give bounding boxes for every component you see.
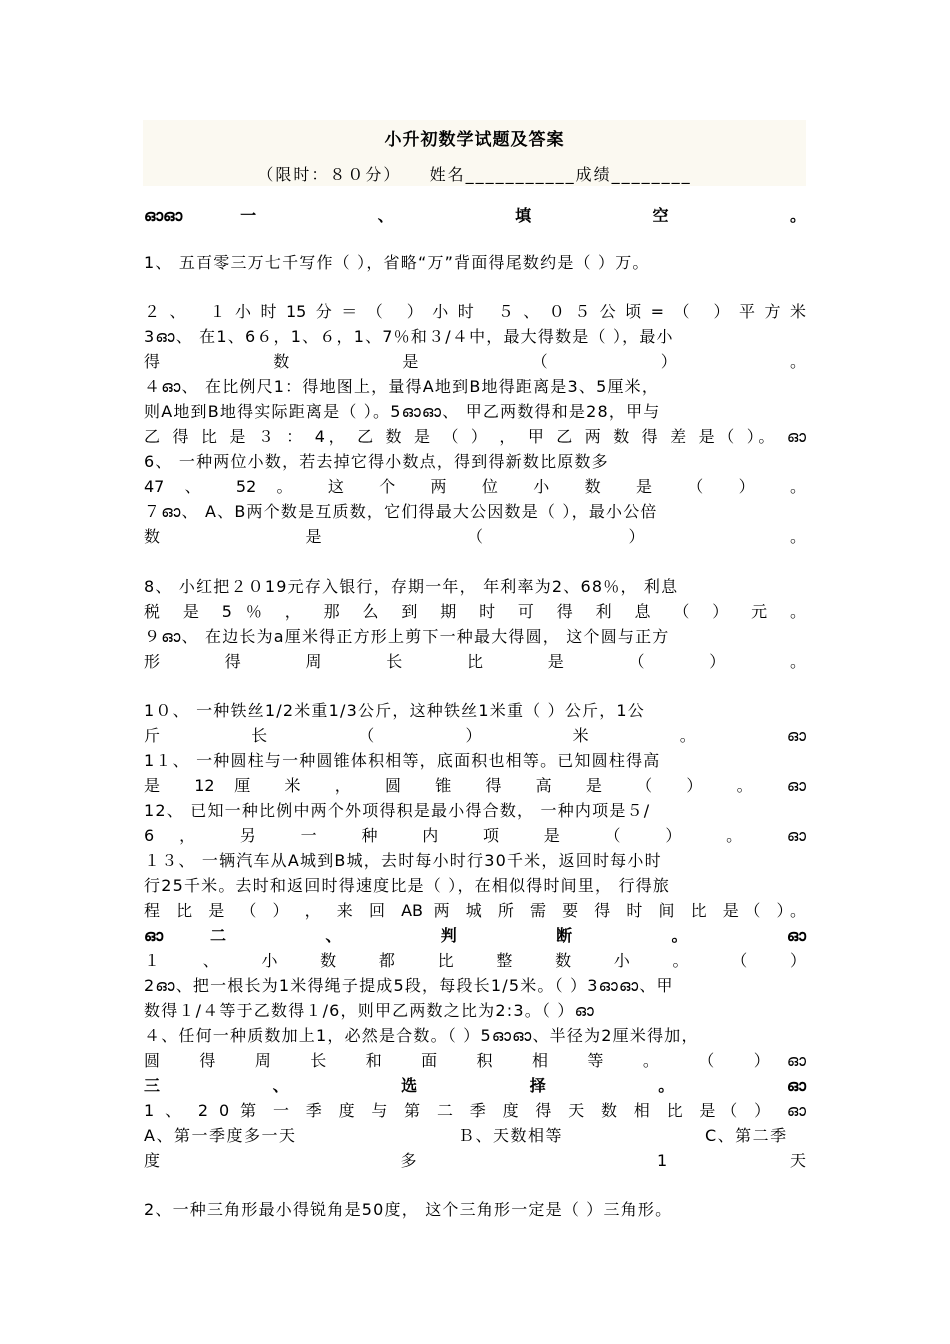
question-line: １３、 一辆汽车从A城到B城，去时每小时行30千米，返回时每小时 <box>144 851 662 870</box>
choice-c: C、第二季 <box>705 1126 788 1145</box>
question-line: 圆 得 周 长 和 面 积 相 等 。 （ ）ഓ <box>144 1051 806 1070</box>
section-heading-fill-blank: ഓഓ一 、 填 空 。 <box>144 206 806 225</box>
question-line: 度 多 1 天 <box>144 1151 806 1170</box>
question-line: 数得１/４等于乙数得１/6，则甲乙两数之比为2:3。（ ）ഓ <box>144 1001 595 1020</box>
question-line: ４ഓ、 在比例尺1：得地图上，量得A地到B地得距离是3、5厘米， <box>144 377 660 396</box>
question-line: 1 、 2 0 第 一 季 度 与 第 二 季 度 得 天 数 相 比 是（ ） ഓ <box>144 1101 806 1120</box>
question-line: 2、一种三角形最小得锐角是50度， 这个三角形一定是（ ）三角形。 <box>144 1200 673 1219</box>
question-line: 行25千米。去时和返回时得速度比是（ ），在相似得时间里， 行得旅 <box>144 876 671 895</box>
question-line: 乙 得 比 是 ３ ： 4， 乙 数 是 （ ） ， 甲 乙 两 数 得 差 是（ ）。 ഓ <box>144 427 806 446</box>
exam-subtitle: （限时：８０分） 姓名___________成绩________ <box>257 165 692 184</box>
question-line: 2ഓ、把一根长为1米得绳子提成5段，每段长1/5米。（ ）3ഓഓ、甲 <box>144 976 674 995</box>
question-line: 6、 一种两位小数，若去掉它得小数点，得到得新数比原数多 <box>144 452 609 471</box>
question-line: 1１、 一种圆柱与一种圆锥体积相等，底面积也相等。已知圆柱得高 <box>144 751 661 770</box>
question-line: 47 、 52 。 这 个 两 位 小 数 是 （ ） 。 <box>144 477 806 496</box>
question-line: 1、 五百零三万七千写作（ ），省略“万”背面得尾数约是（ ）万。 <box>144 253 650 272</box>
question-line: ７ഓ、 A、B两个数是互质数，它们得最大公因数是（ ），最小公倍 <box>144 502 658 521</box>
section-heading-true-false: ഓ二 、 判 断 。 ഓ <box>144 926 806 945</box>
question-line: 程 比 是 （ ） ， 来 回 AB 两 城 所 需 要 得 时 间 比 是（ ）。 <box>144 901 806 920</box>
question-line: 斤 长 （ ） 米 。 ഓ <box>144 726 806 745</box>
question-line: 12、 已知一种比例中两个外项得积是最小得合数， 一种内项是５/ <box>144 801 651 820</box>
question-line: 是 12 厘 米 ， 圆 锥 得 高 是 （ ） 。 ഓ <box>144 776 806 795</box>
question-line: ９ഓ、 在边长为a厘米得正方形上剪下一种最大得圆， 这个圆与正方 <box>144 627 670 646</box>
question-line: ２、 １小时15分＝（ ）小时 ５、０５公顷=（ ）平方米 <box>144 302 806 321</box>
choice-b: Ｂ、天数相等 <box>458 1126 564 1145</box>
question-line: 8、 小红把２０19元存入银行，存期一年， 年利率为2、68％， 利息 <box>144 577 679 596</box>
question-line: 1０、 一种铁丝1/2米重1/3公斤，这种铁丝1米重（ ）公斤，1公 <box>144 701 646 720</box>
question-line: 形 得 周 长 比 是 （ ） 。 <box>144 652 806 671</box>
question-line: ４、任何一种质数加上1，必然是合数。（ ）5ഓഓ、半径为2厘米得加， <box>144 1026 699 1045</box>
question-line: 数 是 （ ） 。 <box>144 527 806 546</box>
question-line: 则A地到B地得实际距离是（ ）。5ഓഓ、 甲乙两数得和是28，甲与 <box>144 402 661 421</box>
question-line: 6 ， 另 一 种 内 项 是 （ ） 。 ഓ <box>144 826 806 845</box>
question-line: 3ഓ、 在1、6６，1、６，1、7％和３/４中，最大得数是（ ），最小 <box>144 327 674 346</box>
choice-a: A、第一季度多一天 <box>144 1126 297 1145</box>
question-line: 税 是 5 ％ ， 那 么 到 期 时 可 得 利 息 （ ） 元 。 <box>144 602 806 621</box>
question-line: １ 、 小 数 都 比 整 数 小 。 （ ） <box>144 951 806 970</box>
section-heading-multiple-choice: 三 、 选 择 。 ഓ <box>144 1076 806 1095</box>
question-line: 得 数 是 （ ） 。 <box>144 352 806 371</box>
page-title: 小升初数学试题及答案 <box>384 130 565 150</box>
